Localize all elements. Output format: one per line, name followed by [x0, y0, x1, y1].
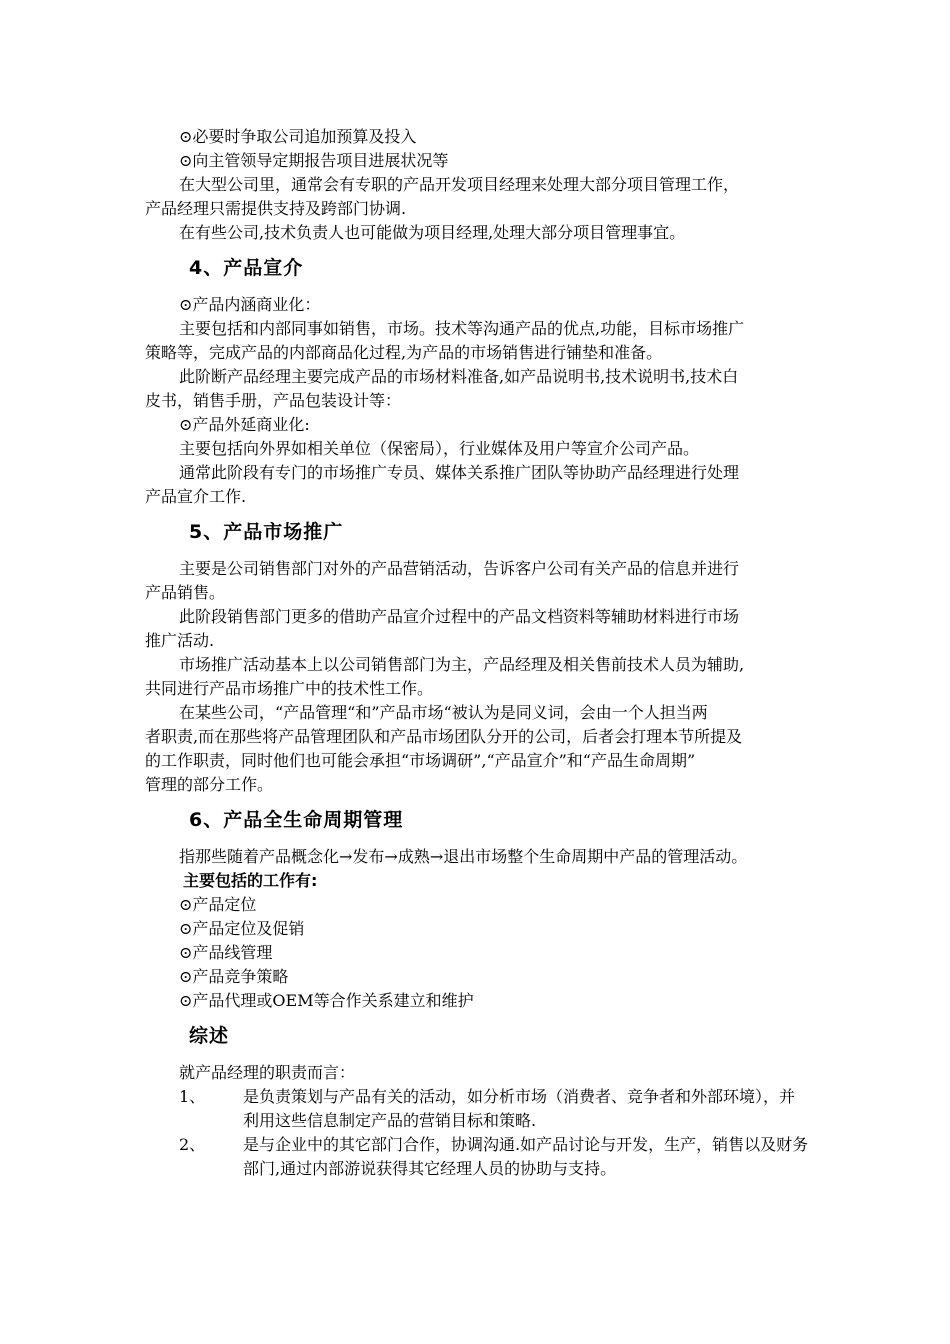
- bullet-line: ⊙向主管领导定期报告项目进展状况等: [179, 151, 449, 170]
- subheading: 主要包括的工作有:: [183, 871, 318, 890]
- bullet-line: ⊙产品代理或OEM等合作关系建立和维护: [179, 991, 474, 1010]
- document-page: [145, 125, 810, 1181]
- bullet-line: ⊙产品定位及促销: [179, 919, 305, 938]
- paragraph-line: 指那些随着产品概念化→发布→成熟→退出市场整个生命周期中产品的管理活动。: [179, 847, 748, 866]
- paragraph-line: 在有些公司,技术负责人也可能做为项目经理,处理大部分项目管理事宜。: [179, 223, 686, 242]
- paragraph-line: 共同进行产品市场推广中的技术性工作。: [145, 679, 434, 698]
- section-heading: 6、产品全生命周期管理: [189, 809, 404, 831]
- list-item: [145, 1133, 810, 1181]
- list-text: 是负责策划与产品有关的活动，如分析市场（消费者、竞争者和外部环境），并利用这些信息制定产品的营销目标和策略.: [243, 1087, 796, 1130]
- paragraph-line: 此阶段销售部门更多的借助产品宣介过程中的产品文档资料等辅助材料进行市场: [179, 607, 740, 626]
- section-4: [145, 253, 810, 509]
- paragraph-line: 就产品经理的职责而言：: [179, 1063, 356, 1082]
- bullet-line: ⊙必要时争取公司追加预算及投入: [179, 127, 417, 146]
- bullet-line: ⊙产品线管理: [179, 943, 273, 962]
- paragraph-line: 通常此阶段有专门的市场推广专员、媒体关系推广团队等协助产品经理进行处理: [179, 463, 740, 482]
- paragraph-line: 推广活动.: [145, 631, 215, 650]
- paragraph-line: 主要包括和内部同事如销售，市场。技术等沟通产品的优点,功能，目标市场推广: [179, 319, 745, 338]
- section-heading: 5、产品市场推广: [189, 521, 344, 543]
- paragraph-line: 此阶断产品经理主要完成产品的市场材料准备,如产品说明书,技术说明书,技术白: [179, 367, 739, 386]
- paragraph-line: 皮书，销售手册，产品包装设计等：: [145, 391, 402, 410]
- section-6: [145, 805, 810, 1013]
- bullet-line: ⊙产品定位: [179, 895, 257, 914]
- paragraph-line: 者职责,而在那些将产品管理团队和产品市场团队分开的公司，后者会打理本节所提及: [145, 727, 743, 746]
- section-heading: 综述: [189, 1025, 230, 1047]
- paragraph-line: 主要包括向外界如相关单位（保密局），行业媒体及用户等宣介公司产品。: [179, 439, 700, 458]
- paragraph-line: 的工作职责，同时他们也可能会承担“市场调研”,“产品宣介”和“产品生命周期”: [145, 751, 696, 770]
- paragraph-line: 产品宣介工作.: [145, 487, 247, 506]
- paragraph-line: 主要是公司销售部门对外的产品营销活动，告诉客户公司有关产品的信息并进行: [179, 559, 740, 578]
- paragraph-line: 策略等，完成产品的内部商品化过程,为产品的市场销售进行铺垫和准备。: [145, 343, 663, 362]
- list-number: 2、: [179, 1135, 206, 1154]
- list-item: [145, 1085, 810, 1133]
- intro-section: [145, 125, 810, 245]
- section-heading: 4、产品宣介: [189, 257, 304, 279]
- paragraph-line: 管理的部分工作。: [145, 775, 274, 794]
- section-5: [145, 517, 810, 797]
- bullet-line: ⊙产品竞争策略: [179, 967, 289, 986]
- list-text: 是与企业中的其它部门合作，协调沟通.如产品讨论与开发，生产，销售以及财务部门,通过内部游说获得其它经理人员的协助与支持。: [243, 1135, 809, 1178]
- paragraph-line: 在大型公司里，通常会有专职的产品开发项目经理来处理大部分项目管理工作，: [179, 175, 740, 194]
- paragraph-line: 产品销售。: [145, 583, 226, 602]
- bullet-line: ⊙产品外延商业化:: [179, 415, 310, 434]
- bullet-line: ⊙产品内涵商业化：: [179, 295, 321, 314]
- list-number: 1、: [179, 1087, 206, 1106]
- paragraph-line: 市场推广活动基本上以公司销售部门为主，产品经理及相关售前技术人员为辅助,: [179, 655, 745, 674]
- paragraph-line: 在某些公司，“产品管理“和”产品市场“被认为是同义词，会由一个人担当两: [179, 703, 708, 722]
- summary-section: [145, 1021, 810, 1181]
- paragraph-line: 产品经理只需提供支持及跨部门协调.: [145, 199, 407, 218]
